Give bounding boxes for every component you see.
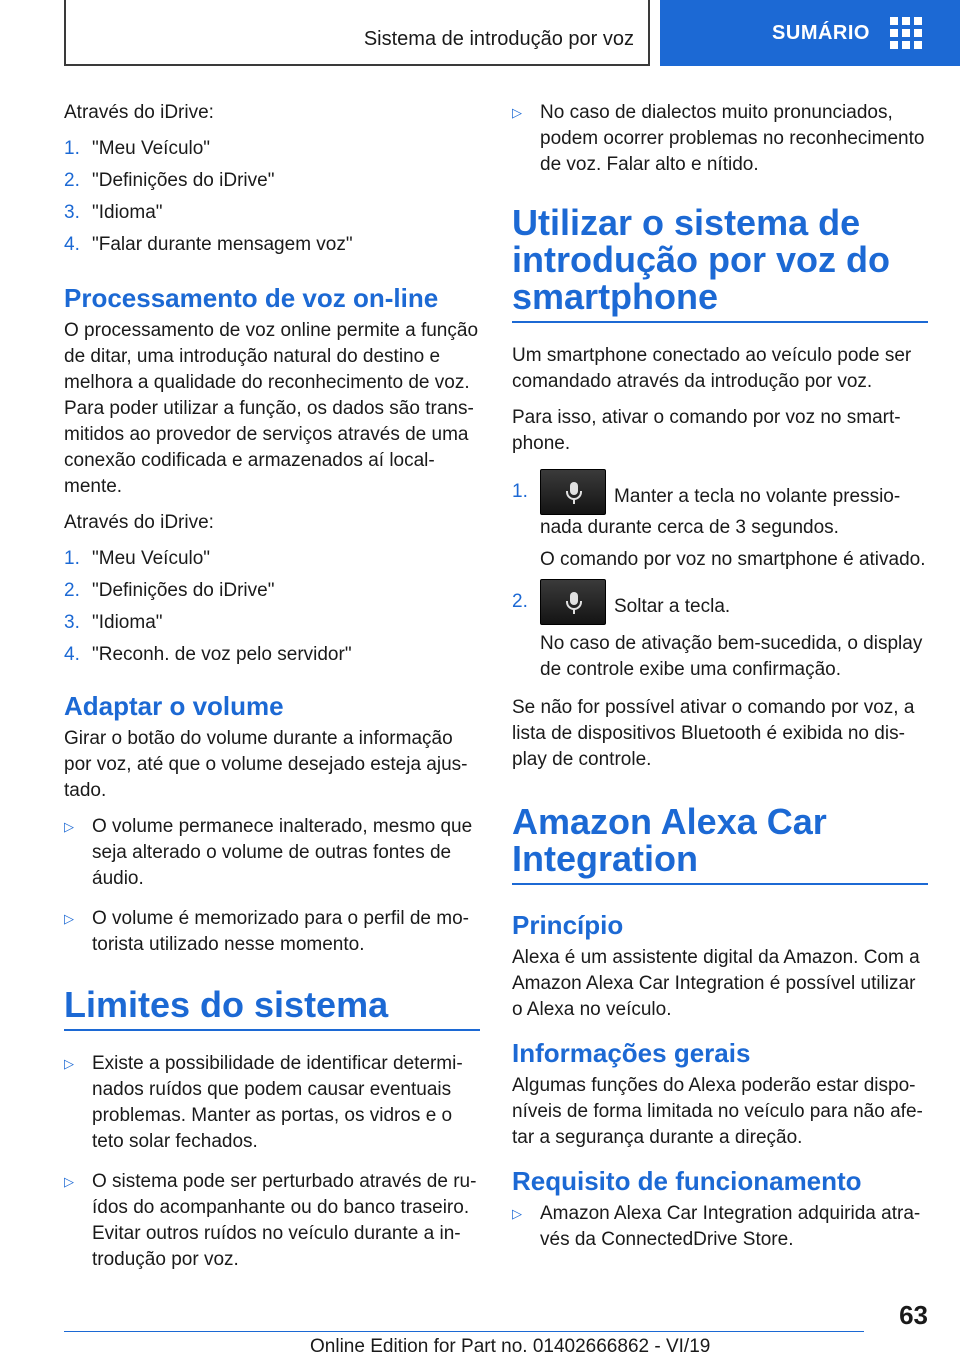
requirement-heading: Requisito de funcionamento [512, 1166, 862, 1196]
section-title-box [64, 0, 650, 66]
intro-text-2: Através do iDrive: [64, 512, 214, 533]
idrive-steps-1 [64, 136, 480, 258]
volume-bullets [64, 814, 480, 958]
requirement-bullets [512, 1201, 928, 1253]
smartphone-steps [512, 479, 928, 683]
list-item: 1. "Meu Veículo" [64, 548, 211, 569]
triangle-right-icon: ▷ [512, 1206, 522, 1221]
idrive-steps-2 [64, 546, 480, 668]
step-result: O comando por voz no smartphone é ativado. [540, 549, 926, 570]
alexa-heading: Amazon Alexa Car Integration [512, 803, 928, 885]
triangle-right-icon: ▷ [64, 1056, 74, 1071]
step-result: No caso de ativação bem-sucedida, o display de controle exibe uma confirmação. [540, 633, 923, 680]
online-processing-heading: Processamento de voz on-line [64, 283, 439, 313]
list-item: ▷ Amazon Alexa Car Integration adquirida através da ConnectedDrive Store. [512, 1201, 928, 1253]
triangle-right-icon: ▷ [64, 819, 74, 834]
list-item: ▷ O volume é memorizado para o perfil de motorista utilizado nesse momento. [64, 906, 480, 958]
list-item: 2. Soltar a tecla. No caso de ativação bem-sucedida, o display de controle exibe uma confirmação. [512, 589, 928, 683]
list-item: 2. "Definições do iDrive" [64, 580, 275, 601]
smartphone-text-2: Para isso, ativar o comando por voz no smartphone. [512, 407, 901, 454]
list-item: 1. "Meu Veículo" [64, 138, 211, 159]
page-number: 63 [899, 1300, 928, 1330]
list-item: ▷ Existe a possibilidade de identificar determinados ruídos que podem causar eventuais problemas. Manter as portas, os vidros e o teto solar fechados. [64, 1051, 480, 1155]
left-column [64, 100, 480, 1287]
grid-menu-icon [890, 17, 922, 49]
limits-bullets [64, 1051, 480, 1273]
system-limits-heading: Limites do sistema [64, 986, 480, 1031]
triangle-right-icon: ▷ [512, 105, 522, 120]
intro-text: Através do iDrive: [64, 102, 214, 123]
list-item: 4. "Falar durante mensagem voz" [64, 234, 353, 255]
principle-heading: Princípio [512, 910, 624, 940]
summary-button[interactable] [660, 0, 960, 66]
triangle-right-icon: ▷ [64, 911, 74, 926]
dialect-bullets [512, 100, 928, 178]
general-info-heading: Informações gerais [512, 1038, 751, 1068]
section-title: Sistema de introdução por voz [363, 28, 634, 50]
volume-text: Girar o botão do volume durante a informação por voz, até que o volume desejado esteja ajustado. [64, 728, 468, 801]
list-item: ▷ O volume permanece inalterado, mesmo que seja alterado o volume de outras fontes de áudio. [64, 814, 480, 892]
smartphone-voice-heading: Utilizar o sistema de introdução por voz do smartphone [512, 204, 928, 323]
smartphone-text-3: Se não for possível ativar o comando por voz, a lista de dispositivos Bluetooth é exibida no display de controle. [512, 697, 915, 770]
online-processing-text: O processamento de voz online permite a função de ditar, uma introdução natural do destino e melhora a qualidade do reconhecimento de voz. Para poder utilizar a função, os dados são transmitidos ao provedor de serviços através de uma conexão codificada e armazenados aí localmente. [64, 320, 479, 497]
list-item: 3. "Idioma" [64, 202, 163, 223]
footer-divider [64, 1331, 864, 1332]
list-item: ▷ O sistema pode ser perturbado através de ruídos do acompanhante ou do banco traseiro. Evitar outros ruídos no veículo durante a introdução por voz. [64, 1169, 480, 1273]
edition-footer: Online Edition for Part no. 01402666862 - VI/19 [310, 1336, 711, 1357]
smartphone-text-1: Um smartphone conectado ao veículo pode ser comandado através da introdução por voz. [512, 345, 912, 392]
microphone-button-icon [540, 579, 606, 625]
right-column [512, 100, 928, 1267]
list-item: 2. "Definições do iDrive" [64, 170, 275, 191]
microphone-button-icon [540, 469, 606, 515]
list-item: 3. "Idioma" [64, 612, 163, 633]
general-info-text: Algumas funções do Alexa poderão estar disponíveis de forma limitada no veículo para não afetar a segurança durante a direção. [512, 1075, 923, 1148]
triangle-right-icon: ▷ [64, 1174, 74, 1189]
list-item: 4. "Reconh. de voz pelo servidor" [64, 644, 352, 665]
principle-text: Alexa é um assistente digital da Amazon. Com a Amazon Alexa Car Integration é possível utilizar o Alexa no veículo. [512, 947, 920, 1020]
list-item: 1. Manter a tecla no volante pressionada durante cerca de 3 segundos. O comando por voz no smartphone é ativado. [512, 479, 928, 573]
page-header [0, 0, 960, 66]
list-item: ▷ No caso de dialectos muito pronunciados, podem ocorrer problemas no reconhecimento de voz. Falar alto e nítido. [512, 100, 928, 178]
volume-heading: Adaptar o volume [64, 691, 284, 721]
summary-label: SUMÁRIO [772, 21, 870, 44]
